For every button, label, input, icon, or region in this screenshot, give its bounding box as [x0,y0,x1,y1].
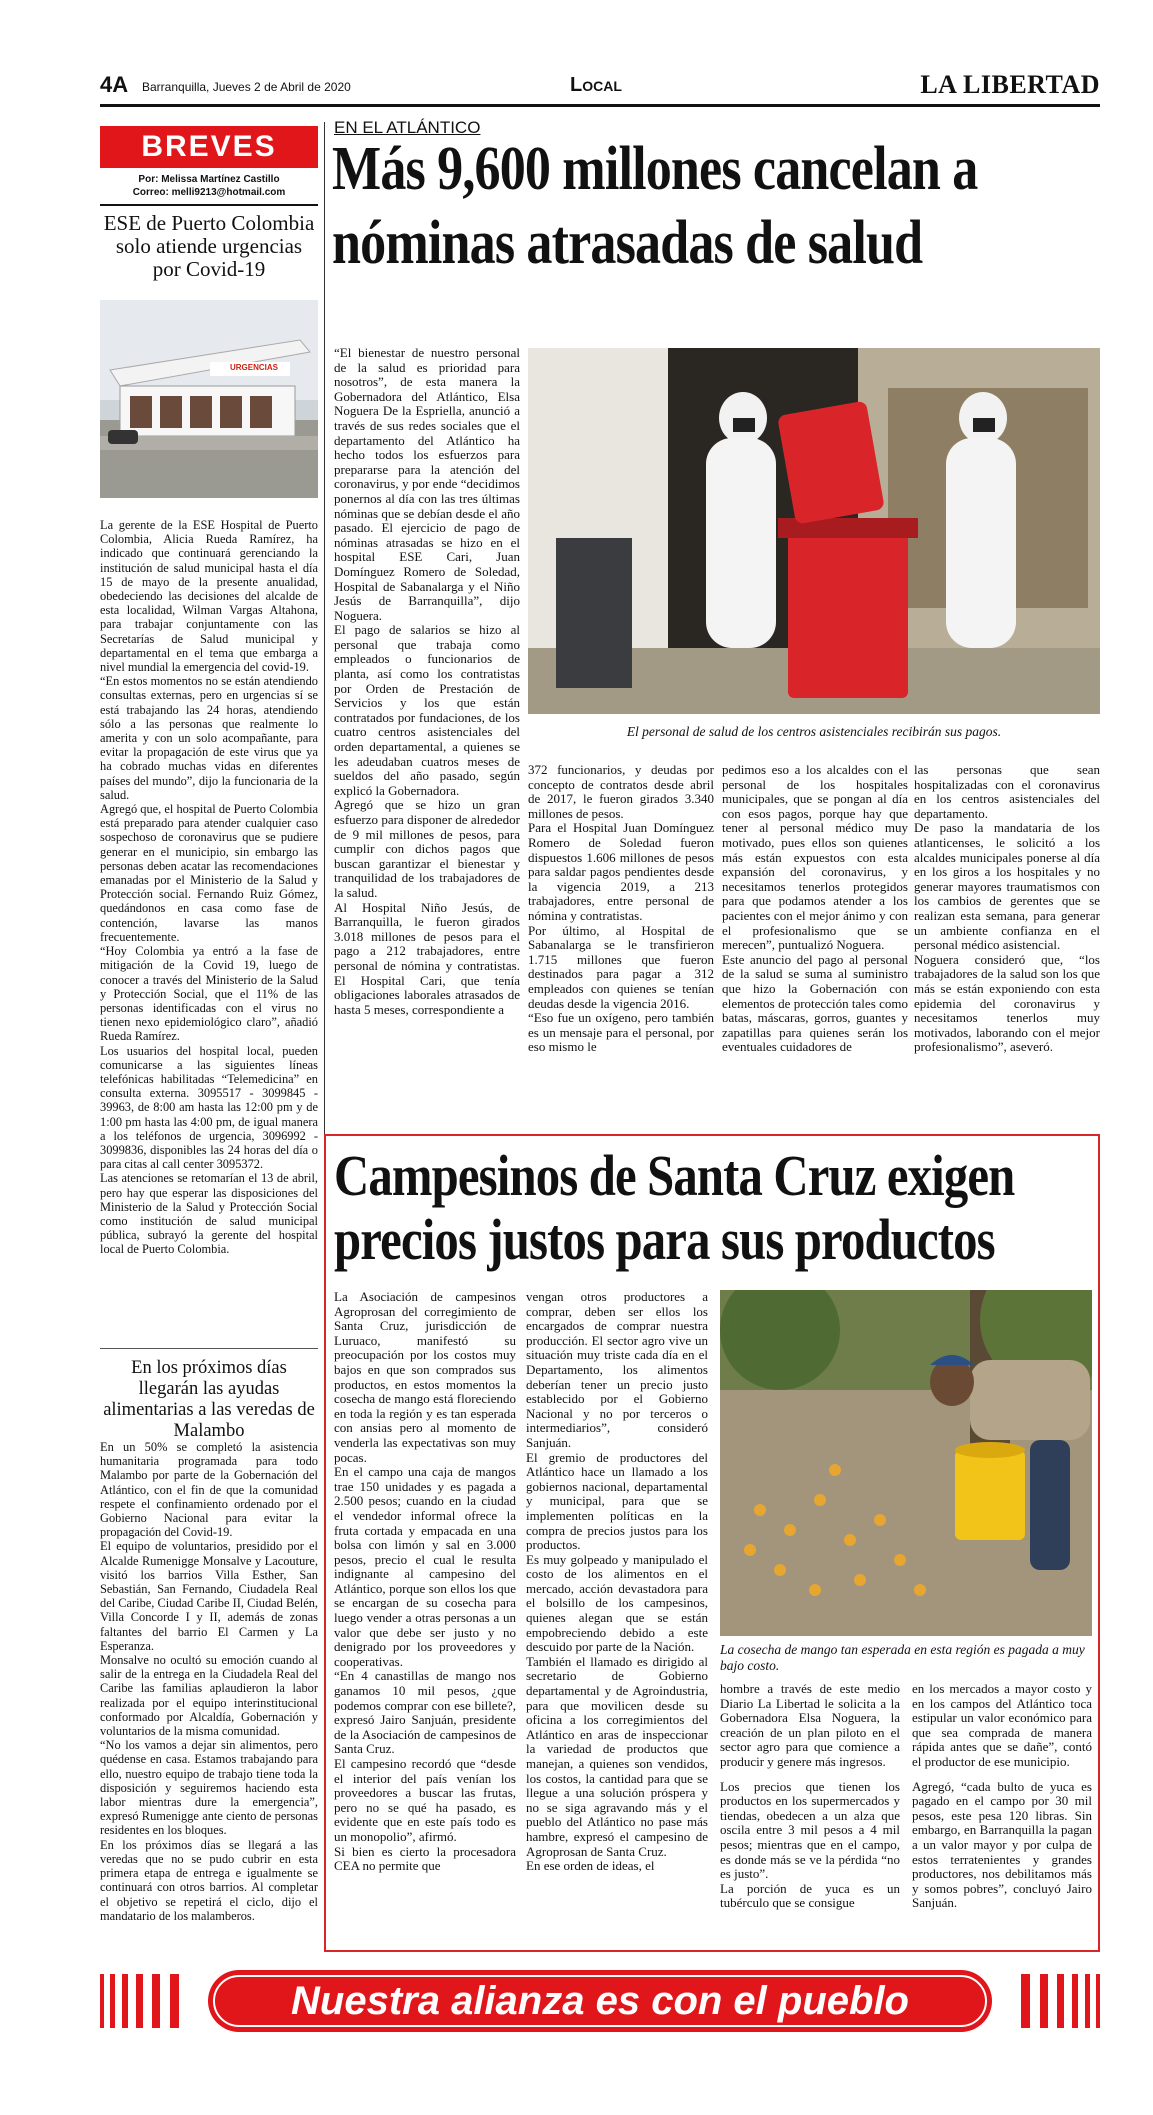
story2-headline-line1: Campesinos de Santa Cruz exigen [334,1143,1015,1208]
story2-headline-line2: precios justos para sus productos [334,1207,995,1272]
mango-harvest-photo [720,1290,1092,1636]
story2-paragraph: en los mercados a mayor costo y en los campos del Atlántico toca estipular un valor económico para que sea comprada de manera rápida antes que se dañe”, contó el productor de ese municipio. [912,1682,1092,1769]
paper-name: LA LIBERTAD [920,70,1100,99]
section-label: Local [570,74,622,96]
footer-slogan: Nuestra alianza es con el pueblo [291,1979,909,2023]
story1-paragraph: “El bienestar de nuestro personal de la salud es prioridad para nosotros”, de esta manera la Gobernadora del Atlántico, Elsa Noguera De la Espriella, anunció a través de sus redes sociales que el departamento del Atlántico ha hecho todos los esfuerzos para prepararse para la atención del coronavirus, y por ende “decidimos ponernos al día con las tres últimas nóminas que se debían desde el año pasado. El ejercicio de pago de nóminas atrasadas se hizo en el hospital ESE Cari, Juan Domínguez Romero de Soledad, Hospital de Sabanalarga y el Niño Jesús de Barranquilla”, dijo Noguera. [334,346,520,623]
brief1-title: ESE de Puerto Colombia solo atiende urgencias por Covid-19 [103,211,315,281]
story2-paragraph: En el campo una caja de mangos trae 150 unidades y es pagada a 2.500 pesos; cuando en la ciudad el vendedor informal ofrece la fruta cortada y empacada en una bolsa con limón y sal en 3.000 pesos, precio el cual le resulta indignante al campesino del Atlántico, porque son ellos los que se encargan de su cosecha para luego vender a otras personas a un valor que debe ser justo y no denigrado por los proveedores y cooperativas. [334,1464,516,1669]
story1-paragraph: 372 funcionarios, y deudas por concepto de contratos desde abril de 2017, le fueron girados 3.340 millones de pesos. [528,763,714,821]
story2-column-1 [334,1290,516,1942]
story1-paragraph: Al Hospital Niño Jesús, de Barranquilla, le fueron girados 3.018 millones de pesos para el pago a 212 trabajadores, entre personal de nómina y contratistas. El Hospital Cari, que tenía obligaciones laborales atrasados de hasta 5 meses, correspondiente a [334,899,520,1017]
story2-paragraph: También el llamado es dirigido al secretario de Gobierno departamental y de Agroindustria, para que movilicen desde su oficina a los corregimientos del Atlántico en aras de inspeccionar la variedad de productos que manejan, a quienes son vendidos, los costos, la cantidad para que se llegue a una solución próspera y no se siga agravando más y el pueblo del Atlántico no pase más hambre, expresó el campesino de Agroprosan de Santa Cruz. [526,1653,708,1859]
breves-label: BREVES [100,126,318,168]
story1-column-1 [334,346,520,1126]
brief1-paragraph: Las atenciones se retomarían el 13 de abril, pero hay que esperar las disposiciones del Ministerio de la Salud y Protección Social como institución de salud municipal pública, subrayó la gerente del hospital local de Puerto Colombia. [100,1171,318,1257]
brief1-paragraph: “Hoy Colombia ya entró a la fase de mitigación de la Covid 19, luego de conocer a través del Ministerio de la Salud y Protección Social, que el 11% de las personas identificadas con el virus no tienen nexo epidemiológico claro”, añadió Rueda Ramírez. [100,944,318,1044]
story2-photo-caption: La cosecha de mango tan esperada en esta región es pagada a muy bajo costo. [720,1642,1085,1673]
brief-divider [100,1348,318,1349]
story1-paragraph: El pago de salarios se hizo al personal que trabaja como empleados o funcionarios de planta, así como los contratistas por Orden de Prestación de Servicios y los que están contratados por fundaciones, de los cuatro centros asistenciales del orden departamental, a quienes se les adeudaban cuatros meses de sueldos del año pasado, según explicó la Gobernadora. [334,622,520,798]
story1-column-3 [722,763,908,1125]
brief2-paragraph: “No los vamos a dejar sin alimentos, pero quédense en casa. Estamos trabajando para ello, nuestro equipo de trabajo tiene toda la disposición y seguiremos haciendo esta labor mientras dure la emergencia”, expresó Rumenigge ante ciento de personas residentes en los bloques. [100,1738,318,1838]
story1-headline-line2: nóminas atrasadas de salud [332,209,923,277]
story1-paragraph: Este anuncio del pago al personal de la salud se suma al suministro que hizo la Gobernación con elementos de protección tales como batas, máscaras, gorros, guantes y zapatillas para quienes serán los eventuales cuidadores de [722,951,908,1055]
story2-paragraph: El gremio de productores del Atlántico hace un llamado a los gobiernos nacional, departamental y municipal, para que se implementen políticas en la compra de precios justos para los productos. [526,1449,708,1553]
story2-paragraph: “En 4 canastillas de mango nos ganamos 10 mil pesos, ¿que podemos comprar con ese billete?, expresó Jairo Sanjuán, presidente de la Asociación de campesinos de Santa Cruz. [334,1668,516,1757]
story2-paragraph: Si bien es cierto la procesadora CEA no permite que [334,1843,516,1874]
story2-paragraph: Los precios que tienen los productos en los supermercados y tiendas, obedecen a un alza que oscila entre 3 mil pesos a 4 mil pesos; mientras que en el campo, es donde más se ve la pérdida “no es justo”. [720,1778,900,1882]
brief1-paragraph: Agregó que, el hospital de Puerto Colombia está preparado para atender cualquier caso sospechoso de coronavirus que se pudiere generar en el municipio, sin embargo las personas deben acatar las recomendaciones emanadas por el Ministerio de la Salud y Protección social. Fernando Ruiz Gómez, quedándonos en casa como fase de contención, lavarse las manos frecuentemente. [100,802,318,944]
brief2-title: En los próximos días llegarán las ayudas alimentarias a las veredas de Malambo [103,1358,315,1441]
breves-rule [100,204,318,206]
story2-paragraph: El campesino recordó que “desde el interior del país venían los proveedores a buscar las frutas, pero no se qué ha pasado, es evidente que en este país todo es un monopolio”, afirmó. [334,1756,516,1844]
brief1-paragraph: Los usuarios del hospital local, pueden comunicarse a las siguientes líneas telefónicas habilitadas “Telemedicina” en consulta externa. 3095517 - 3099845 - 39963, de 8:00 am hasta las 12:00 pm y de 1:00 pm hasta las 4:00 pm, de igual manera a los teléfonos de urgencia, 3096992 - 3099836, disponibles las 24 horas del día o para citas al call center 3095372. [100,1043,318,1172]
story1-paragraph: Por último, al Hospital de Sabanalarga se le transfirieron 1.715 millones que fueron destinados para pagar a 312 empleados con quienes se tenían deudas desde la vigencia 2016. [528,922,714,1011]
story1-column-4 [914,763,1100,1125]
hospital-photo [100,300,318,498]
brief2-paragraph: En los próximos días se llegará a las veredas que no se pudo cubrir en esta primera etapa de entrega e igualmente se continuará con otros barrios. Al completar el objetivo se repetirá el ciclo, dijo el mandatario de los malamberos. [100,1837,318,1923]
brief2-paragraph: Monsalve no ocultó su emoción cuando al salir de la entrega en la Ciudadela Real del Caribe las familias aplaudieron la labor realizada por el equipo interinstitucional conformado por Alcaldía, Gobernación y voluntarios de la misma comunidad. [100,1653,318,1739]
brief1-body [100,518,318,1388]
story1-paragraph: Para el Hospital Juan Domínguez Romero de Soledad fueron dispuestos 1.606 millones de pesos para saldar pagos pendientes desde la vigencia 2019, a 213 trabajadores, entre personal de nómina y contratistas. [528,820,714,923]
story1-paragraph: Agregó que se hizo un gran esfuerzo para disponer de alrededor de 9 mil millones de pesos, para cumplir con dichos pagos que buscan garantizar el bienestar y tranquilidad de los trabajadores de la salud. [334,797,520,900]
story1-photo-caption: El personal de salud de los centros asistenciales recibirán sus pagos. [626,724,1002,739]
story1-paragraph: De paso la mandataria de los atlanticenses, le solicitó a los alcaldes municipales ponerse al día en los giros a los hospitales y no generar mayores traumatismos con los cambios de gerentes que se realizan esta semana, para generar un ambiente confianza en el personal médico asistencial. [914,820,1100,953]
header-rule [100,104,1100,107]
story2-column-2 [526,1290,708,1942]
breves-byline: Por: Melissa Martínez Castillo [138,174,280,185]
story2-paragraph: Agregó, “cada bulto de yuca es pagado en el campo por 30 mil pesos, este pesa 120 libras. Sin embargo, en Barranquilla la pagan a un valor mayor y por culpa de estos terratenientes y grandes productores, nos debilitamos más y somos pobres”, concluyó Jairo Sanjuán. [912,1778,1092,1911]
brief2-paragraph: En un 50% se completó la asistencia humanitaria programada para todo Malambo por parte de la Gobernación del Atlántico, con el fin de que la comunidad respete el confinamiento ordenado por el Gobierno Nacional para evitar la propagación del Covid-19. [100,1440,318,1540]
story1-paragraph: “Eso fue un oxígeno, pero también es un mensaje para el personal, por eso mismo le [528,1010,714,1055]
story2-paragraph: Es muy golpeado y manipulado el costo de los alimentos en el mercado, acción devastadora para el bolsillo de los campesinos, quienes alegan que se están empobreciendo debido a este descuido por parte de la Nación. [526,1551,708,1655]
health-workers-photo [528,348,1100,714]
brief1-paragraph: La gerente de la ESE Hospital de Puerto Colombia, Alicia Rueda Ramírez, ha indicado que continuará gerenciando la institución de salud municipal hasta el día 15 de mayo de la presente anualidad, obedeciendo las decisiones del alcalde de esta localidad, Wilman Vargas Altahona, para trabajar conjuntamente con las Secretarías de Salud municipal y departamental en el tema que embarga a nivel mundial la emergencia del covid-19. [100,518,318,675]
story1-paragraph: Noguera consideró que, “los trabajadores de la salud son los que más se están exponiendo con esta epidemia del coronavirus y necesitamos tenerlos muy motivados, laborando con el mejor profesionalismo”, aseveró. [914,951,1100,1055]
brief1-paragraph: “En estos momentos no se están atendiendo consultas externas, pero en urgencias sí se está trabajando las 24 horas, atendiendo sólo a las personas que realmente lo amerita y con un solo acompañante, para evitar la propagación de este virus que ya ha cobrado muchas vidas en diferentes países del mundo”, dijo la funcionaria de la salud. [100,674,318,802]
story1-headline-line1: Más 9,600 millones cancelan a [332,135,978,203]
story1-kicker: EN EL ATLÁNTICO [334,118,481,137]
story2-column-3 [720,1682,900,1944]
story2-paragraph: hombre a través de este medio Diario La Libertad le solicita a la Gobernadora Elsa Noguera, la creación de un plan piloto en el sector agro para que comience a producir y genere más ingresos. [720,1682,900,1769]
page-header [100,68,1100,104]
brief2-paragraph: El equipo de voluntarios, presidido por el Alcalde Rumenigge Monsalve y Lacouture, visitó los barrios Villa Esther, San Sebastián, San Fernando, Ciudadela Real del Caribe, Ciudad Caribe II, Ciudad Belén, Villa Concorde I y II, además de zonas faltantes del barrio El Carmen y La Esperanza. [100,1539,318,1653]
story2-column-4 [912,1682,1092,1944]
hospital-sign-text: URGENCIAS [230,363,279,372]
story2-paragraph: vengan otros productores a comprar, deben ser ellos los encargados de comprar nuestra producción. El sector agro vive un situación muy triste cada día en el Departamento, los alimentos deberían tener un precio justo establecido por el Gobierno Nacional y no por terceros o intermediarios”, consideró Sanjuán. [526,1290,708,1450]
brief2-body [100,1440,318,1952]
story2-paragraph: La Asociación de campesinos Agroprosan del corregimiento de Santa Cruz, jurisdicción de Luruaco, manifestó su preocupación por los costos muy bajos en que son comprados sus productos, en estos momentos la cosecha de mango está floreciendo en toda la región y es tan esperada con ansias pero al momento de venderla las expectativas son muy pocas. [334,1290,516,1465]
story1-column-2 [528,763,714,1125]
story2-paragraph: La porción de yuca es un tubérculo que se consigue [720,1880,900,1911]
breves-email: Correo: melli9213@hotmail.com [132,187,286,198]
footer-banner [100,1966,1100,2036]
story1-paragraph: pedimos eso a los alcaldes con el personal de los hospitales municipales, que se pongan al día con esos pagos, porque hay que tener al personal médico muy motivado, pues ellos son quienes más están expuestos con esta expansión del coronavirus, y necesitamos tenerlos protegidos para que podamos atender a los pacientes con el mejor ánimo y con el profesionalismo que se merecen”, puntualizó Noguera. [722,763,908,953]
page-number: 4A [100,72,129,97]
breves-column [100,122,318,1952]
date-line: Barranquilla, Jueves 2 de Abril de 2020 [142,80,351,94]
story1-paragraph: las personas que sean hospitalizadas con el coronavirus en los centros asistenciales del departamento. [914,763,1100,821]
story2-paragraph: En ese orden de ideas, el [526,1858,655,1874]
